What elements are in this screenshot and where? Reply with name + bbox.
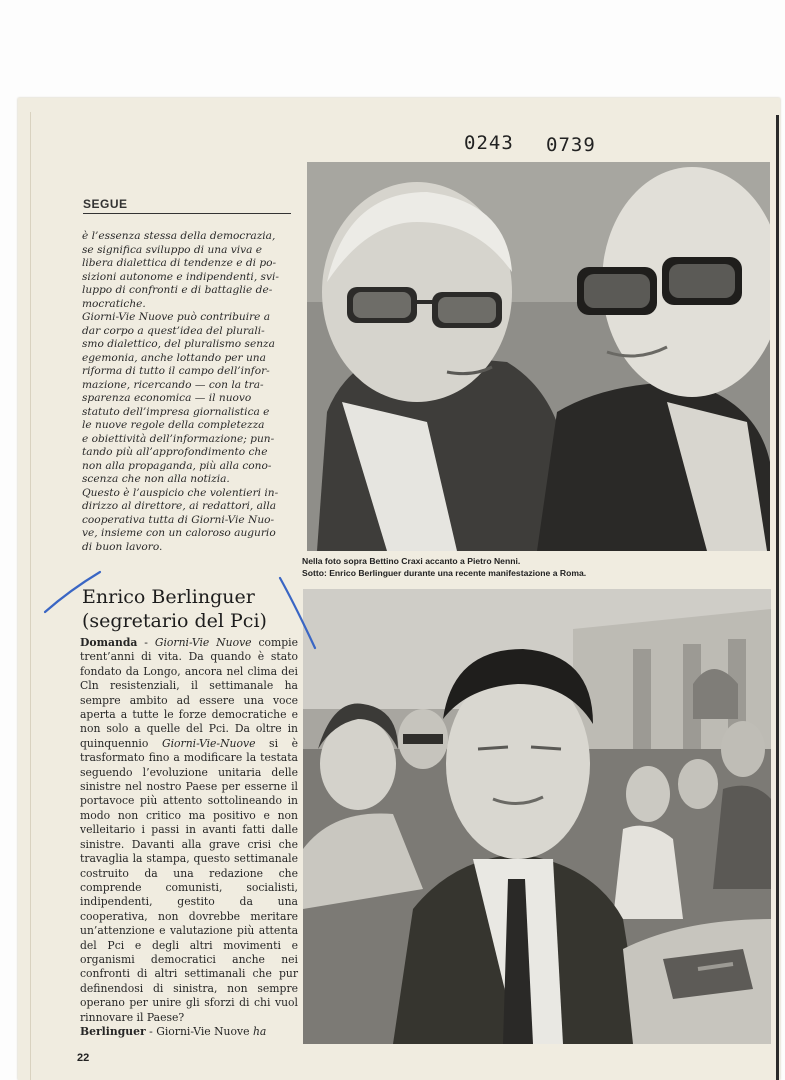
intro-line: sparenza economica — il nuovo bbox=[82, 392, 252, 404]
intro-line: dirizzo al direttore, ai redattori, alla bbox=[82, 500, 277, 512]
photo-craxi-nenni-illustration bbox=[307, 162, 770, 551]
answer-paragraph: Berlinguer - Giorni-Vie Nuove ha bbox=[80, 1024, 267, 1038]
section-label: SEGUE bbox=[83, 197, 291, 214]
intro-line: luppo di confronti e di battaglie de- bbox=[82, 284, 273, 296]
intro-line: e obiettività dell’informazione; pun- bbox=[82, 432, 275, 445]
intro-line: smo dialettico, del pluralismo senza bbox=[82, 338, 275, 350]
intro-paragraph bbox=[82, 230, 294, 554]
photo-berlinguer-illustration bbox=[303, 589, 771, 1044]
intro-line: Giorni-Vie Nuove può contribuire a bbox=[82, 311, 271, 323]
caption-line-1: Nella foto sopra Bettino Craxi accanto a Pietro Nenni. bbox=[302, 556, 521, 566]
intro-line: se significa sviluppo di una viva e bbox=[82, 243, 263, 256]
intro-line: statuto dell’impresa giornalistica e bbox=[82, 405, 270, 418]
archive-code-left: 0243 bbox=[464, 132, 514, 154]
intro-line: le nuove regole della completezza bbox=[82, 419, 265, 431]
archive-codes bbox=[464, 132, 644, 162]
intro-line: ve, insieme con un caloroso augurio bbox=[82, 527, 276, 539]
question-text-continued: si è trasformato fino a modificare la testata seguendo l’evoluzione unitaria delle sinistre nel nostro Paese per esserne il portavoce più attento sottolineando in modo non critico ma positivo e non velleitario i passi in avanti fatti dalle sinistre. Davanti alla grave crisi che travaglia la stampa, questo settimanale costruito da una redazione che comprende comunisti, socialisti, indipendenti, gestito da una cooperativa, non dovrebbe meritare un’attenzione e valutazione più attenta del Pci e degli altri movimenti e organismi democratici anche nei confronti di altri settimanali che pur definendosi di sinistra, non sempre operano per unire gli sforzi di chi vuol rinnovare il Paese? bbox=[80, 736, 298, 1024]
interview-body bbox=[80, 636, 298, 1039]
intro-line: tando più all’approfondimento che bbox=[82, 446, 268, 458]
intro-line: cooperativa tutta di Giorni-Vie Nuo- bbox=[82, 513, 275, 526]
question-text: compie trent’anni di vita. Da quando è stato fondato da Longo, ancora nel clima dei Cln resistenziali, il settimanale ha sempre ambito ad essere una voce aperta a tutte le forze democratiche e non solo a quelle del Pci. Da oltre in quinquennio bbox=[80, 636, 299, 750]
page-edge-border bbox=[776, 115, 779, 1080]
page-fold-line bbox=[30, 112, 31, 1080]
intro-line: dar corpo a quest’idea del plurali- bbox=[82, 324, 265, 337]
headline-name: Enrico Berlinguer bbox=[82, 586, 255, 608]
intro-line: mazione, ricercando — con la tra- bbox=[82, 378, 264, 391]
magazine-name: Giorni-Vie Nuove bbox=[154, 636, 252, 649]
intro-line: libera dialettica di tendenze e di po- bbox=[82, 257, 277, 269]
intro-line: Questo è l’auspicio che volentieri in- bbox=[82, 486, 279, 499]
intro-line: non alla propaganda, più alla cono- bbox=[82, 459, 272, 472]
intro-line: sizioni autonome e indipendenti, svi- bbox=[82, 270, 279, 283]
photo-caption bbox=[302, 556, 772, 579]
intro-line: scenza che non alla notizia. bbox=[82, 473, 230, 485]
photo-craxi-nenni bbox=[307, 162, 770, 551]
question-label: Domanda bbox=[80, 636, 138, 649]
photo-berlinguer-rally bbox=[303, 589, 771, 1044]
magazine-name: Giorni-Vie-Nuove bbox=[161, 736, 256, 750]
archive-code-right: 0739 bbox=[546, 134, 596, 156]
intro-line: di buon lavoro. bbox=[82, 540, 163, 553]
answer-label: Berlinguer bbox=[80, 1024, 146, 1038]
intro-line: è l’essenza stessa della democrazia, bbox=[82, 230, 276, 242]
caption-line-2: Sotto: Enrico Berlinguer durante una recente manifestazione a Roma. bbox=[302, 567, 587, 578]
headline-role: (segretario del Pci) bbox=[82, 610, 267, 632]
page-number: 22 bbox=[77, 1052, 90, 1064]
answer-text: Giorni-Vie Nuove bbox=[156, 1024, 250, 1038]
intro-line: mocratiche. bbox=[82, 297, 146, 310]
intro-line: egemonia, anche lottando per una bbox=[82, 351, 266, 364]
question-paragraph: Domanda - Giorni-Vie Nuove compie trent’anni di vita. Da quando è stato fondato da Longo, ancora nel clima dei Cln resistenziali, il settimanale ha sempre ambito ad essere una voce aperta a tutte le forze democratiche e non solo a quelle del Pci. Da oltre in quinquennio Giorni-Vie-Nuove si è trasformato fino a modificare la testata seguendo l’evoluzione unitaria delle sinistre nel nostro Paese per esserne il portavoce più attento sottolineando in modo non critico ma positivo e non velleitario i passi in avanti fatti dalle sinistre. Davanti alla grave crisi che travaglia la stampa, questo settimanale costruito da una redazione che comprende comunisti, socialisti, indipendenti, gestito da una cooperativa, non dovrebbe meritare un’attenzione e valutazione più attenta del Pci e degli altri movimenti e organismi democratici anche nei confronti di altri settimanali che pur definendosi di sinistra, non sempre operano per unire gli sforzi di chi vuol rinnovare il Paese? bbox=[80, 636, 299, 1024]
answer-tail: ha bbox=[252, 1024, 267, 1038]
intro-line: riforma di tutto il campo dell’infor- bbox=[82, 365, 270, 377]
pen-mark-annotation bbox=[40, 560, 330, 660]
